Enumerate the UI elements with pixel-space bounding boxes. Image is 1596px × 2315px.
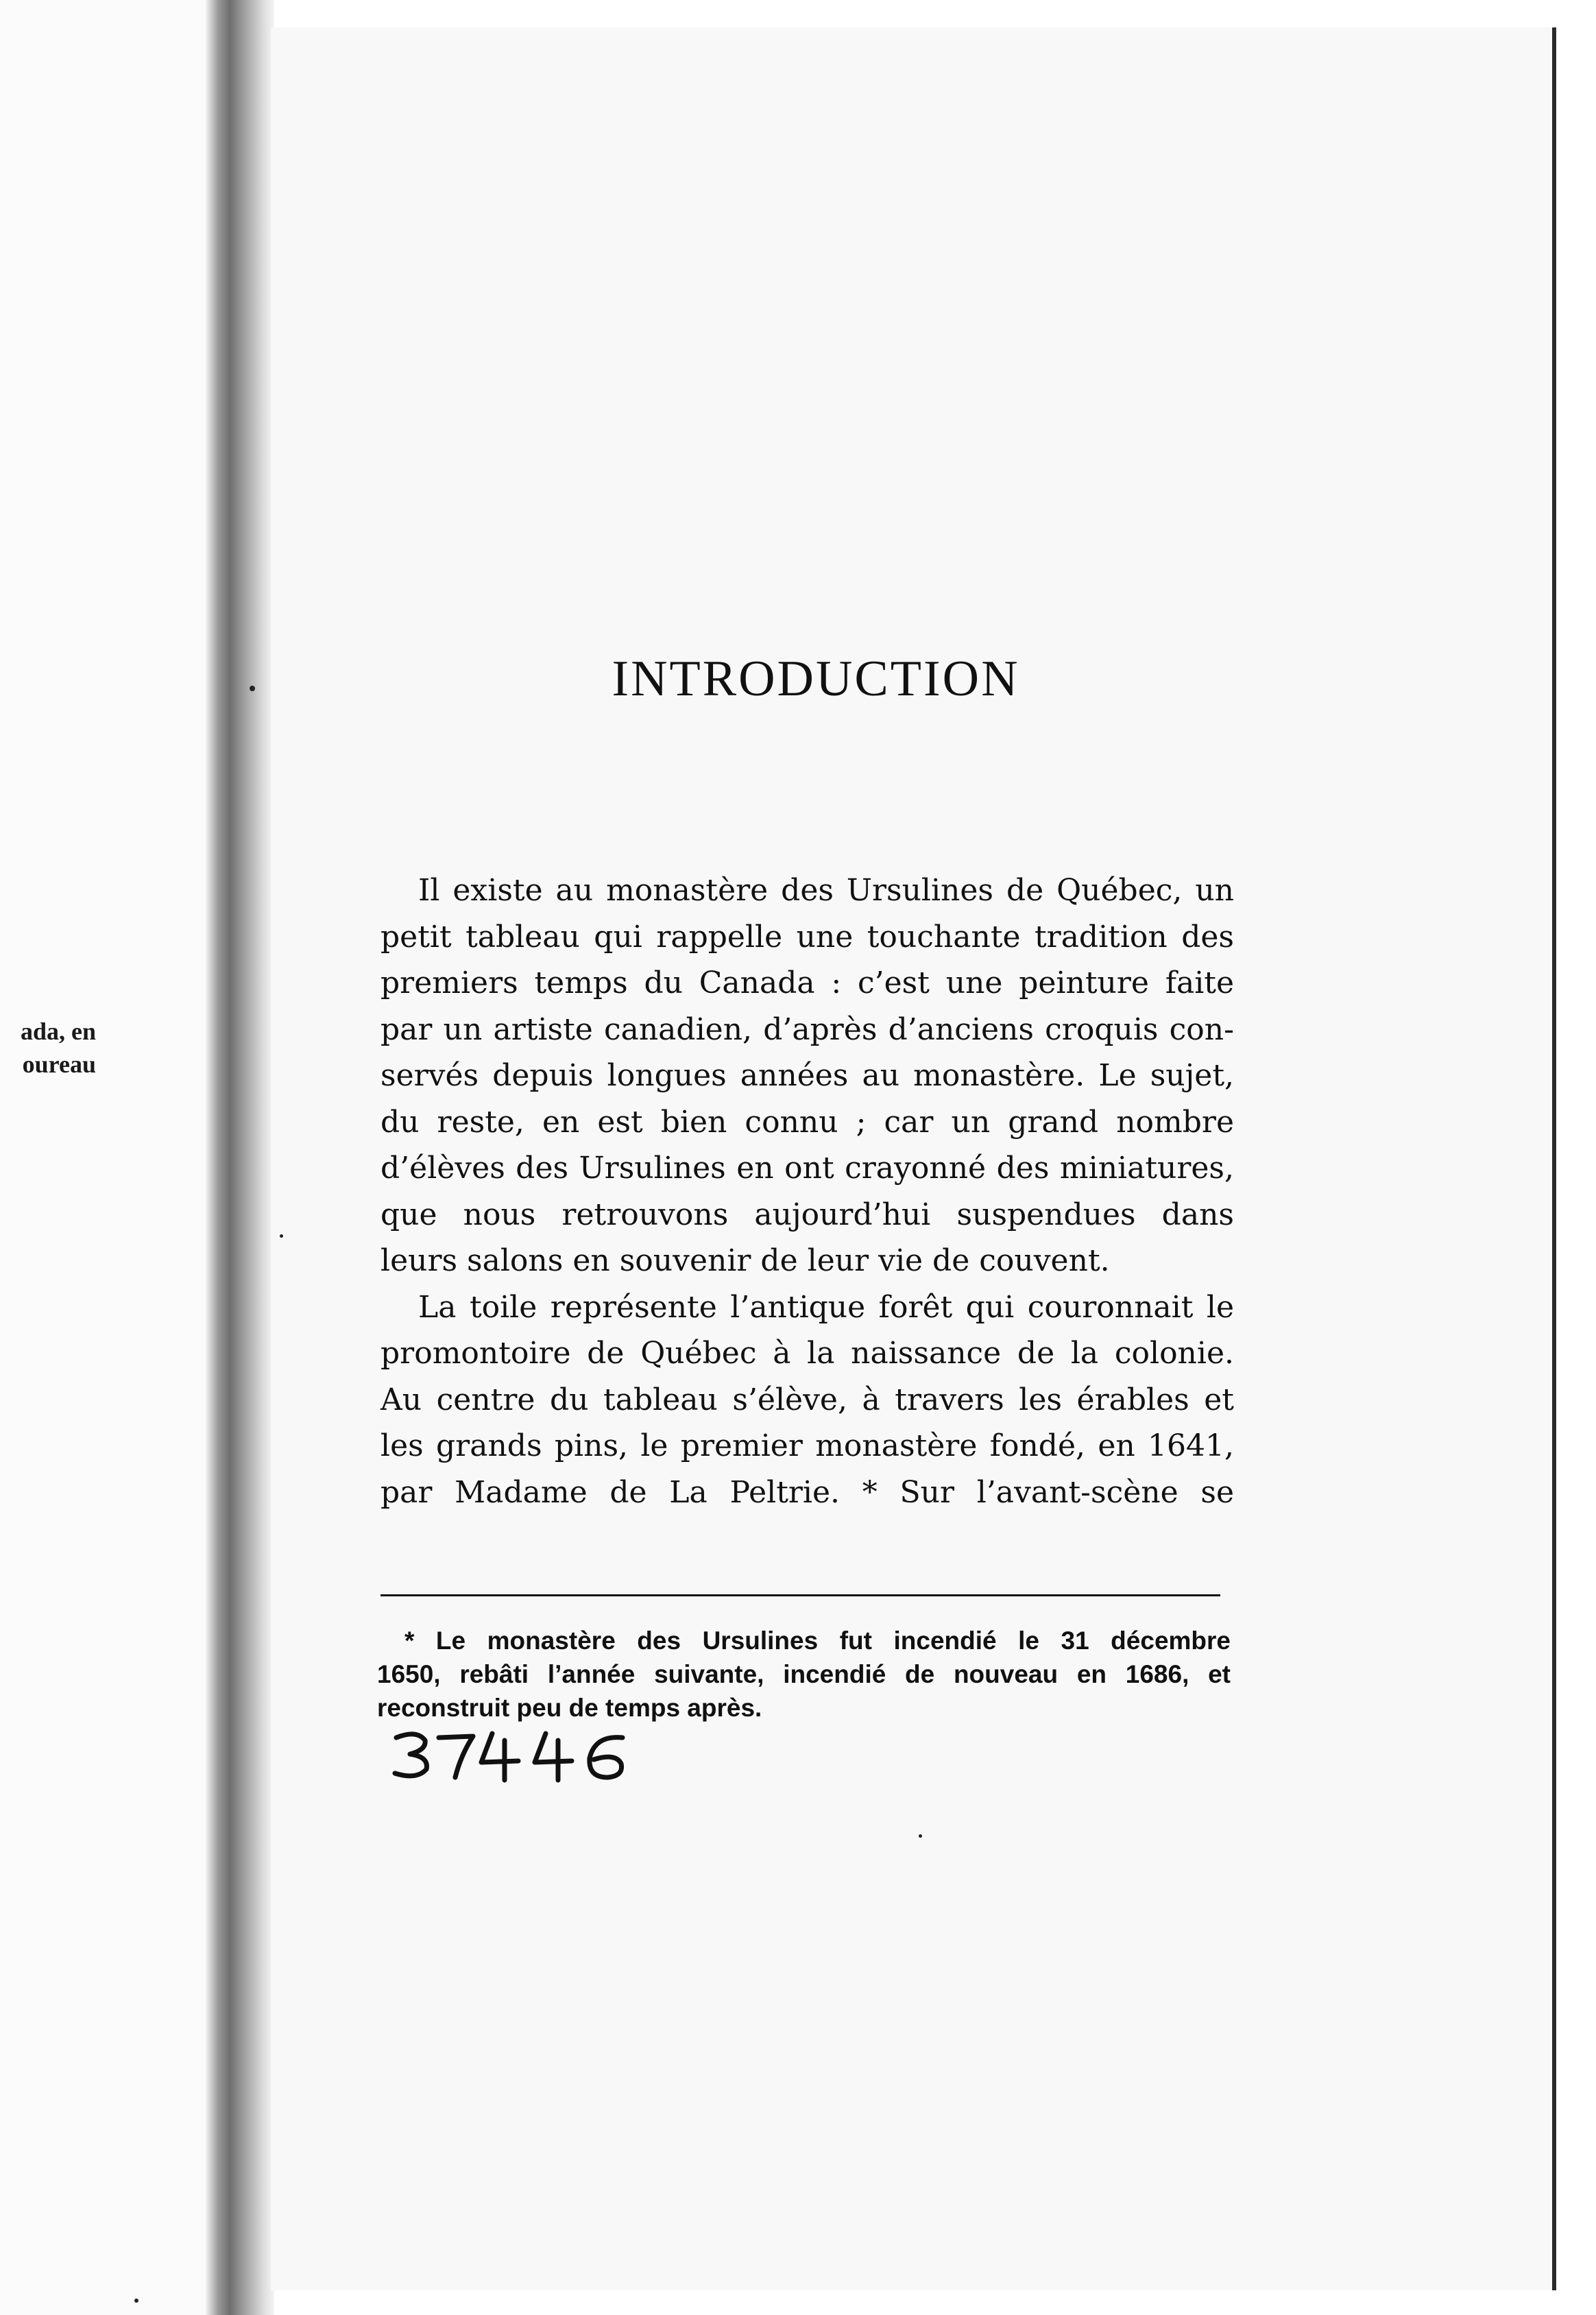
footnote-line: 1650, rebâti l’année suivante, incendié de nouveau en 1686, et <box>377 1660 1231 1688</box>
scan-speck <box>280 1234 283 1238</box>
left-page-text-fragment: oureau <box>22 1051 96 1078</box>
body-line: servés depuis longues années au monastère. Le sujet, <box>380 1058 1234 1093</box>
footnote-line: reconstruit peu de temps après. <box>377 1694 762 1722</box>
page-edge-margin <box>1556 0 1596 2315</box>
body-line: premiers temps du Canada : c’est une peinture faite <box>380 965 1234 1000</box>
left-page-text-fragment: ada, en <box>20 1018 96 1045</box>
scan-speck <box>250 686 255 691</box>
body-line: d’élèves des Ursulines en ont crayonné des miniatures, <box>380 1151 1234 1186</box>
page-title: INTRODUCTION <box>612 651 1020 707</box>
body-line: promontoire de Québec à la naissance de la colonie. <box>380 1336 1234 1371</box>
scan-speck <box>919 1834 922 1838</box>
footnote-line: * Le monastère des Ursulines fut incendié le 31 décembre <box>404 1627 1231 1655</box>
body-line: que nous retrouvons aujourd’hui suspendues dans <box>380 1197 1234 1232</box>
body-line: les grands pins, le premier monastère fondé, en 1641, <box>380 1428 1234 1463</box>
body-text <box>380 867 1234 1515</box>
footnote <box>377 1624 1231 1725</box>
body-line: Au centre du tableau s’élève, à travers les érables et <box>380 1382 1234 1417</box>
body-line: petit tableau qui rappelle une touchante tradition des <box>380 919 1234 955</box>
footnote-separator-rule <box>380 1594 1220 1596</box>
body-line: par un artiste canadien, d’après d’anciens croquis con- <box>380 1011 1234 1047</box>
handwritten-number <box>389 1728 650 1783</box>
body-line: Il existe au monastère des Ursulines de Québec, un <box>418 873 1234 908</box>
body-line: par Madame de La Peltrie. * Sur l’avant-scène se <box>380 1474 1234 1510</box>
body-line: du reste, en est bien connu ; car un grand nombre <box>380 1104 1234 1140</box>
body-line: La toile représente l’antique forêt qui couronnait le <box>418 1289 1234 1325</box>
body-line: leurs salons en souvenir de leur vie de couvent. <box>380 1243 1110 1278</box>
book-gutter-shadow <box>206 0 274 2315</box>
left-facing-page <box>0 0 213 2315</box>
scan-speck <box>134 2299 138 2303</box>
